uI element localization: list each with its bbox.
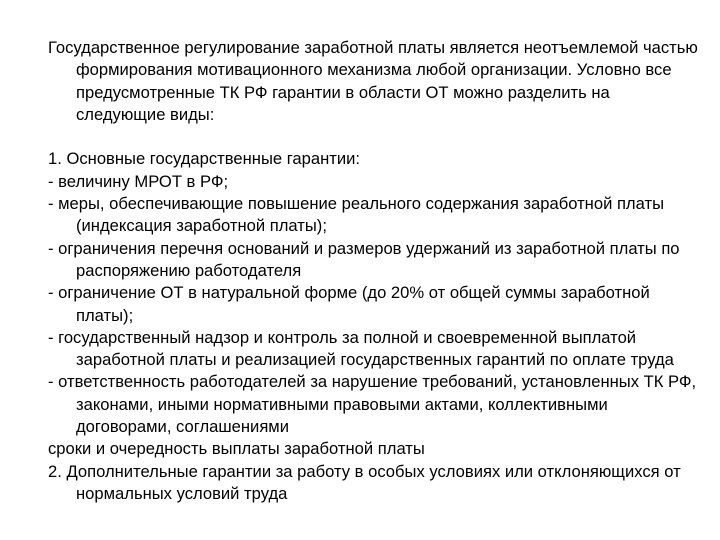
list-item-deduction-limits: - ограничения перечня оснований и размеров удержаний из заработной платы по распоряжению работодателя (48, 238, 680, 280)
slide-text-body (48, 37, 698, 505)
list-item-employer-liability: - ответственность работодателей за нарушение требований, установленных ТК РФ, законами, иными нормативными правовыми актами, коллективными договорами, соглашениями (48, 372, 697, 437)
list-item-mrot: - величину МРОТ в РФ; (48, 171, 229, 191)
intro-paragraph: Государственное регулирование заработной платы является неотъемлемой частью формирования мотивационного механизма любой организации. Условно все предусмотренные ТК РФ гарантии в области ОТ можно разделить на следующие виды: (48, 38, 698, 124)
list-item-in-kind-limit: - ограничение ОТ в натуральной форме (до 20% от общей суммы заработной платы); (48, 283, 650, 325)
list-heading-additional-guarantees: 2. Дополнительные гарантии за работу в особых условиях или отклоняющихся от нормальных условий труда (48, 461, 681, 503)
paragraph-spacer (48, 126, 698, 148)
list-item-indexation: - меры, обеспечивающие повышение реального содержания заработной платы (индексация заработной платы); (48, 194, 665, 236)
list-item-state-supervision: - государственный надзор и контроль за полной и своевременной выплатой заработной платы и реализацией государственных гарантий по оплате труда (48, 327, 674, 370)
list-heading-basic-guarantees: 1. Основные государственные гарантии: (48, 149, 361, 169)
list-item-payment-terms: сроки и очередность выплаты заработной платы (48, 439, 425, 459)
